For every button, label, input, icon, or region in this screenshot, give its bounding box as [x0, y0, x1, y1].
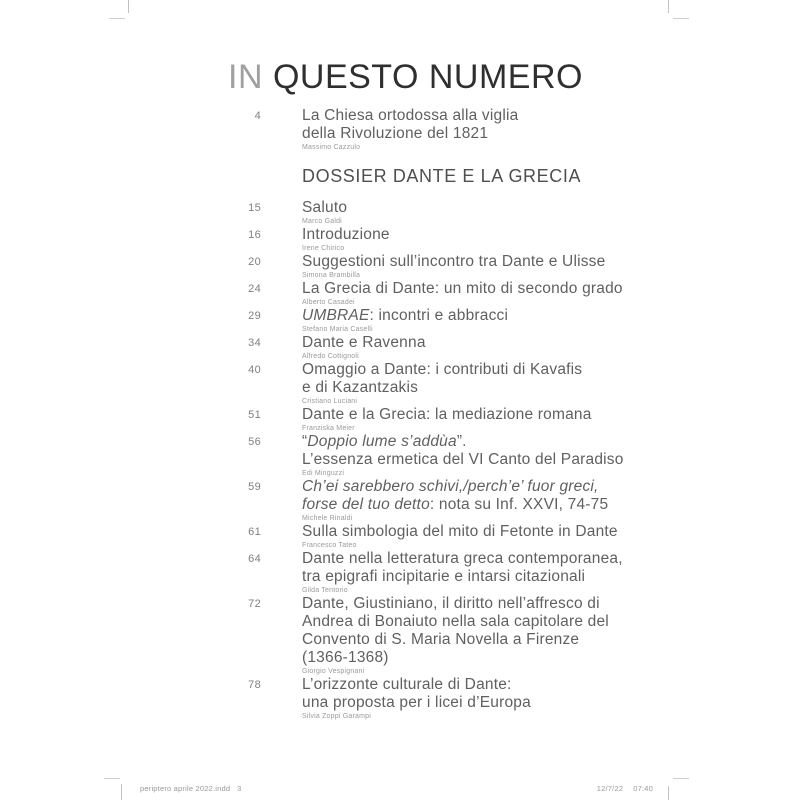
entry-title	[302, 107, 518, 143]
entry-title-line: La Chiesa ortodossa alla viglia	[302, 107, 519, 124]
crop-mark-top-left-h	[109, 18, 125, 19]
entry-title-line: L’essenza ermetica del VI Canto del Paradiso	[302, 451, 624, 468]
entry-author: Stefano Maria Caselli	[302, 326, 373, 333]
crop-mark-bottom-right-v	[668, 786, 669, 800]
entry-title-line: Omaggio a Dante: i contributi di Kavafis	[302, 361, 583, 378]
entry-author: Irene Chirico	[302, 245, 345, 252]
toc-list	[228, 107, 658, 721]
entry-title-line: “Doppio lume s’addùa”.	[302, 433, 467, 450]
entry-content	[302, 406, 592, 433]
entry-content	[302, 107, 518, 152]
entry-author: Massimo Cazzulo	[302, 144, 361, 151]
entry-title	[302, 523, 618, 541]
entry-title-line: Sulla simbologia del mito di Fetonte in Dante	[302, 523, 618, 540]
entry-title-line: Dante nella letteratura greca contemporanea,	[302, 550, 623, 567]
entry-title-line: Saluto	[302, 199, 348, 216]
entry-title	[302, 478, 608, 514]
entry-title	[302, 334, 426, 352]
entry-title	[302, 595, 609, 667]
toc-entry	[228, 280, 658, 307]
entry-title	[302, 199, 347, 217]
entry-title	[302, 253, 605, 271]
entry-title-line: Convento di S. Maria Novella a Firenze	[302, 631, 580, 648]
toc-entry	[228, 406, 658, 433]
entry-author: Silvia Zoppi Garampi	[302, 713, 371, 720]
page-number: 20	[248, 256, 261, 268]
entry-title	[302, 280, 623, 298]
entry-author: Marco Galdi	[302, 218, 342, 225]
page-title-dark: QUESTO NUMERO	[263, 58, 583, 96]
crop-mark-bottom-left-v	[121, 784, 122, 800]
entry-title-line: (1366-1368)	[302, 649, 389, 666]
entry-title-line: UMBRAE: incontri e abbracci	[302, 307, 509, 324]
page-number: 61	[248, 526, 261, 538]
toc-entry	[228, 199, 658, 226]
crop-mark-top-right-h	[673, 18, 689, 19]
entry-title	[302, 676, 531, 712]
entry-title-line: forse del tuo detto: nota su Inf. XXVI, 74-75	[302, 496, 609, 513]
entry-title-line: e di Kazantzakis	[302, 379, 419, 396]
entry-title-line: La Grecia di Dante: un mito di secondo grado	[302, 280, 623, 297]
entry-content	[302, 478, 608, 523]
page-number: 64	[248, 553, 261, 565]
footer-time: 07:40	[633, 784, 653, 793]
crop-mark-bottom-left-h	[104, 778, 120, 779]
page-number: 59	[248, 481, 261, 493]
toc-entry	[228, 107, 658, 152]
entry-title-line: Dante e Ravenna	[302, 334, 426, 351]
entry-title-line: Dante, Giustiniano, il diritto nell’affresco di	[302, 595, 600, 612]
entry-content	[302, 253, 605, 280]
entry-author: Simona Brambilla	[302, 272, 361, 279]
entry-author: Gilda Tentorio	[302, 587, 348, 594]
entry-content	[302, 226, 390, 253]
entry-title-line: Ch’ei sarebbero schivi,/perch’e’ fuor greci,	[302, 478, 599, 495]
entry-title-line: della Rivoluzione del 1821	[302, 125, 489, 142]
entry-title-line: Suggestioni sull’incontro tra Dante e Ulisse	[302, 253, 606, 270]
entry-content	[302, 280, 623, 307]
toc-entry	[228, 595, 658, 676]
entry-author: Franziska Meier	[302, 425, 355, 432]
entry-title	[302, 307, 508, 325]
entry-title-line: L’orizzonte culturale di Dante:	[302, 676, 512, 693]
toc-entry	[228, 226, 658, 253]
page-number: 29	[248, 310, 261, 322]
page-number: 4	[254, 110, 261, 122]
footer-timestamp	[597, 784, 653, 793]
entry-content	[302, 334, 426, 361]
toc-entry	[228, 253, 658, 280]
entry-author: Alberto Casadei	[302, 299, 355, 306]
toc-entry	[228, 307, 658, 334]
entry-author: Francesco Tateo	[302, 542, 357, 549]
entry-author: Giorgio Vespignani	[302, 668, 365, 675]
entry-content	[302, 550, 623, 595]
entry-content	[302, 433, 624, 478]
page-title-light: IN	[228, 58, 263, 96]
page-number: 34	[248, 337, 261, 349]
entry-content	[302, 361, 582, 406]
entry-title	[302, 361, 582, 397]
entry-author: Cristiano Luciani	[302, 398, 358, 405]
page-number: 24	[248, 283, 261, 295]
footer-filename: periptero aprile 2022.indd 3	[140, 784, 242, 793]
entry-author: Alfredo Cottignoli	[302, 353, 359, 360]
toc-entry	[228, 334, 658, 361]
entry-content	[302, 199, 347, 226]
entry-content	[302, 523, 618, 550]
crop-mark-top-left-v	[128, 0, 129, 13]
entry-title	[302, 433, 624, 469]
entry-content	[302, 307, 508, 334]
entry-title-line: Dante e la Grecia: la mediazione romana	[302, 406, 592, 423]
footer-date: 12/7/22	[596, 784, 624, 793]
toc-entry	[228, 676, 658, 721]
toc-entry	[228, 433, 658, 478]
page-title	[228, 58, 583, 97]
entry-author: Edi Minguzzi	[302, 470, 345, 477]
toc-entry	[228, 478, 658, 523]
entry-title-line: tra epigrafi incipitarie e intarsi citazionali	[302, 568, 586, 585]
crop-mark-bottom-right-h	[673, 778, 689, 779]
page-number: 16	[248, 229, 261, 241]
toc-entry	[228, 361, 658, 406]
page-number: 56	[248, 436, 261, 448]
section-header: DOSSIER DANTE E LA GRECIA	[302, 166, 582, 186]
toc-entry	[228, 523, 658, 550]
page-number: 78	[248, 679, 261, 691]
entry-title	[302, 226, 390, 244]
entry-content	[302, 676, 531, 721]
entry-title-line: Introduzione	[302, 226, 390, 243]
page-number: 15	[248, 202, 261, 214]
page-number: 51	[248, 409, 261, 421]
entry-title-line: una proposta per i licei d’Europa	[302, 694, 531, 711]
entry-author: Michele Rinaldi	[302, 515, 353, 522]
entry-title	[302, 406, 592, 424]
entry-content	[302, 595, 609, 676]
crop-mark-top-right-v	[668, 0, 669, 13]
page-number: 40	[248, 364, 261, 376]
entry-title-line: Andrea di Bonaiuto nella sala capitolare del	[302, 613, 609, 630]
toc-entry	[228, 550, 658, 595]
page-number: 72	[248, 598, 261, 610]
entry-title	[302, 550, 623, 586]
